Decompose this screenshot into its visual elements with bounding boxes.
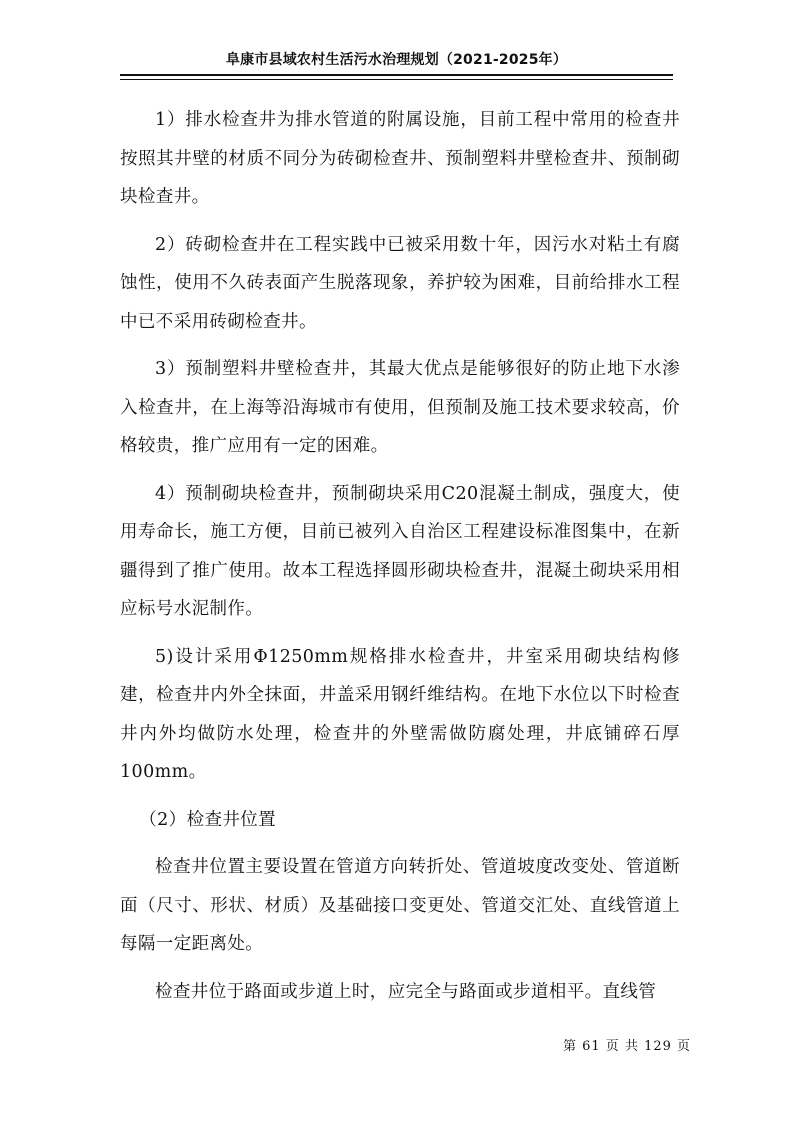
paragraph-1: 1）排水检查井为排水管道的附属设施，目前工程中常用的检查井按照其井壁的材质不同分为砖砌检查井、预制塑料井壁检查井、预制砌块检查井。 xyxy=(120,110,680,207)
header-rule-thin xyxy=(120,79,673,80)
document-body xyxy=(120,101,680,1020)
paragraph-7: 检查井位于路面或步道上时，应完全与路面或步道相平。直线管 xyxy=(155,981,657,1002)
paragraph-5: 5)设计采用Φ1250mm规格排水检查井，井室采用砌块结构修建，检查井内外全抹面，井盖采用钢纤维结构。在地下水位以下时检查井内外均做防水处理，检查井的外壁需做防腐处理，井底铺碎石厚100mm。 xyxy=(120,646,680,782)
paragraph-3: 3）预制塑料井壁检查井，其最大优点是能够很好的防止地下水渗入检查井，在上海等沿海城市有使用，但预制及施工技术要求较高，价格较贵，推广应用有一定的困难。 xyxy=(120,359,680,456)
paragraph-2: 2）砖砌检查井在工程实践中已被采用数十年，因污水对粘土有腐蚀性，使用不久砖表面产生脱落现象，养护较为困难，目前给排水工程中已不采用砖砌检查井。 xyxy=(120,234,680,332)
section-heading: （2）检查井位置 xyxy=(139,809,277,830)
page-number: 第 61 页 共 129 页 xyxy=(563,1039,692,1054)
header-title: 阜康市县域农村生活污水治理规划（2021-2025年） xyxy=(225,52,568,68)
header-rule-thick xyxy=(120,74,673,76)
paragraph-4: 4）预制砌块检查井，预制砌块采用C20混凝土制成，强度大，使用寿命长，施工方便，目前已被列入自治区工程建设标准图集中，在新疆得到了推广使用。故本工程选择圆形砌块检查井，混凝土砌块采用相应标号水泥制作。 xyxy=(120,483,680,619)
paragraph-6: 检查井位置主要设置在管道方向转折处、管道坡度改变处、管道断面（尺寸、形状、材质）及基础接口变更处、管道交汇处、直线管道上每隔一定距离处。 xyxy=(120,857,680,954)
